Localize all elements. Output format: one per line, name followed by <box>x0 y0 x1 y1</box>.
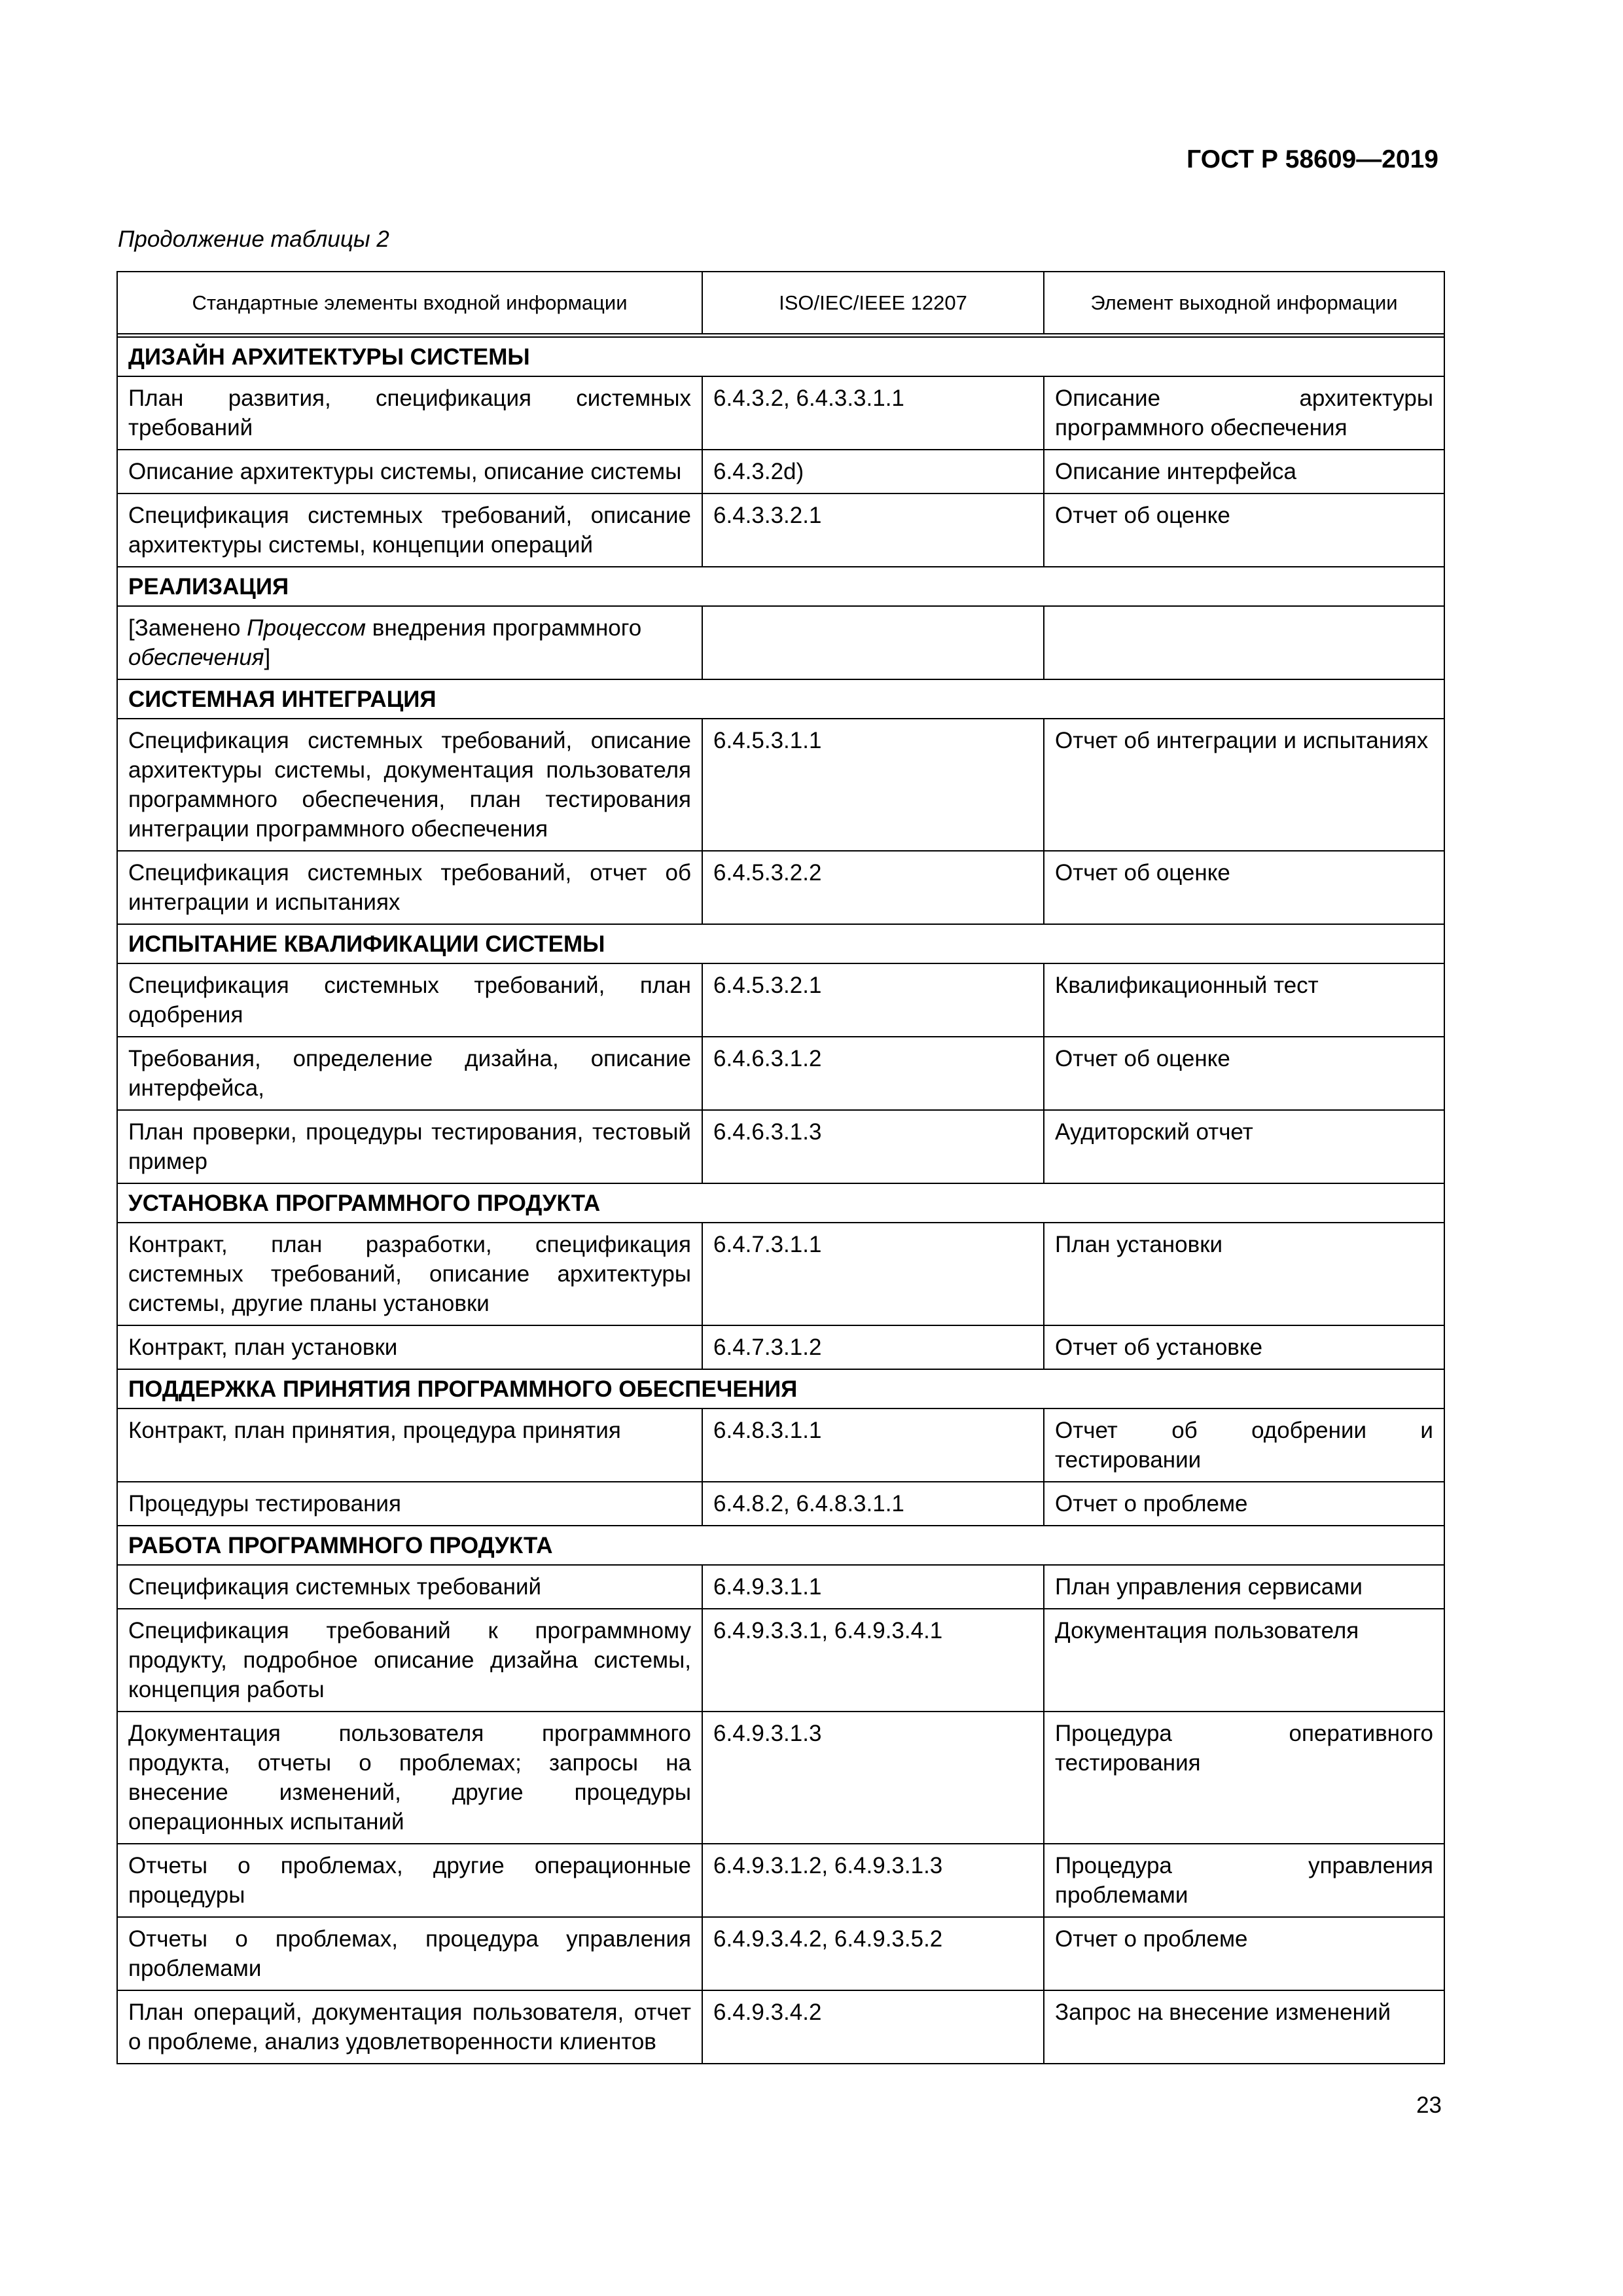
table-row <box>117 1110 1444 1183</box>
table-row <box>117 606 1444 679</box>
process-cell: 6.4.8.3.1.1 <box>702 1408 1044 1482</box>
process-cell: 6.4.3.2, 6.4.3.3.1.1 <box>702 376 1044 450</box>
output-cell: План управления сервисами <box>1044 1565 1444 1609</box>
process-cell: 6.4.9.3.1.2, 6.4.9.3.1.3 <box>702 1844 1044 1917</box>
table-row <box>117 1917 1444 1990</box>
table-row <box>117 1325 1444 1369</box>
table-row <box>117 376 1444 450</box>
column-header-process: ISO/IEC/IEEE 12207 <box>702 272 1044 334</box>
document-code: ГОСТ Р 58609—2019 <box>1186 145 1438 173</box>
output-cell: Отчет о проблеме <box>1044 1482 1444 1526</box>
output-cell: Процедура оперативного тестирования <box>1044 1712 1444 1844</box>
process-cell: 6.4.5.3.1.1 <box>702 719 1044 851</box>
section-title: РЕАЛИЗАЦИЯ <box>117 567 1444 606</box>
output-cell: Документация пользователя <box>1044 1609 1444 1712</box>
section-row <box>117 1526 1444 1565</box>
output-cell: Процедура управления проблемами <box>1044 1844 1444 1917</box>
section-title: ИСПЫТАНИЕ КВАЛИФИКАЦИИ СИСТЕМЫ <box>117 924 1444 963</box>
process-cell: 6.4.8.2, 6.4.8.3.1.1 <box>702 1482 1044 1526</box>
table-row <box>117 1712 1444 1844</box>
table-caption: Продолжение таблицы 2 <box>118 226 389 252</box>
table-row <box>117 1609 1444 1712</box>
input-cell: Отчеты о проблемах, другие операционные процедуры <box>117 1844 702 1917</box>
process-cell: 6.4.9.3.1.1 <box>702 1565 1044 1609</box>
output-cell: План установки <box>1044 1223 1444 1325</box>
section-row <box>117 924 1444 963</box>
input-cell: Контракт, план разработки, спецификация системных требований, описание архитектуры системы, другие планы установки <box>117 1223 702 1325</box>
page-number: 23 <box>1416 2092 1442 2118</box>
table-row <box>117 719 1444 851</box>
process-cell: 6.4.7.3.1.2 <box>702 1325 1044 1369</box>
process-cell: 6.4.9.3.4.2, 6.4.9.3.5.2 <box>702 1917 1044 1990</box>
input-cell: План развития, спецификация системных требований <box>117 376 702 450</box>
input-cell: Описание архитектуры системы, описание системы <box>117 450 702 493</box>
process-cell: 6.4.5.3.2.2 <box>702 851 1044 924</box>
process-cell: 6.4.9.3.4.2 <box>702 1990 1044 2064</box>
table-row <box>117 1037 1444 1110</box>
process-cell: 6.4.6.3.1.3 <box>702 1110 1044 1183</box>
input-cell: Спецификация системных требований, описание архитектуры системы, концепции операций <box>117 493 702 567</box>
section-title: ДИЗАЙН АРХИТЕКТУРЫ СИСТЕМЫ <box>117 337 1444 376</box>
output-cell: Описание архитектуры программного обеспечения <box>1044 376 1444 450</box>
process-cell <box>702 606 1044 679</box>
input-cell: Спецификация системных требований <box>117 1565 702 1609</box>
input-cell <box>117 606 702 679</box>
process-cell: 6.4.5.3.2.1 <box>702 963 1044 1037</box>
table-row <box>117 1844 1444 1917</box>
process-cell: 6.4.9.3.1.3 <box>702 1712 1044 1844</box>
input-cell: Процедуры тестирования <box>117 1482 702 1526</box>
table-row <box>117 851 1444 924</box>
input-cell: Отчеты о проблемах, процедура управления проблемами <box>117 1917 702 1990</box>
output-cell: Отчет об оценке <box>1044 851 1444 924</box>
section-row <box>117 567 1444 606</box>
table-row <box>117 1408 1444 1482</box>
section-title: ПОДДЕРЖКА ПРИНЯТИЯ ПРОГРАММНОГО ОБЕСПЕЧЕНИЯ <box>117 1369 1444 1408</box>
output-cell: Отчет об одобрении и тестировании <box>1044 1408 1444 1482</box>
process-cell: 6.4.7.3.1.1 <box>702 1223 1044 1325</box>
output-cell: Отчет об оценке <box>1044 1037 1444 1110</box>
process-cell: 6.4.3.2d) <box>702 450 1044 493</box>
process-cell: 6.4.9.3.3.1, 6.4.9.3.4.1 <box>702 1609 1044 1712</box>
input-cell: План проверки, процедуры тестирования, тестовый пример <box>117 1110 702 1183</box>
process-cell: 6.4.3.3.2.1 <box>702 493 1044 567</box>
input-text: ] <box>264 645 271 670</box>
table-row <box>117 1565 1444 1609</box>
input-cell: Контракт, план установки <box>117 1325 702 1369</box>
input-cell: Требования, определение дизайна, описание интерфейса, <box>117 1037 702 1110</box>
section-title: РАБОТА ПРОГРАММНОГО ПРОДУКТА <box>117 1526 1444 1565</box>
output-cell: Отчет об оценке <box>1044 493 1444 567</box>
standards-table <box>116 271 1445 2064</box>
table-row <box>117 450 1444 493</box>
output-cell: Отчет о проблеме <box>1044 1917 1444 1990</box>
input-text-italic: Процессом <box>247 615 366 641</box>
section-row <box>117 1183 1444 1223</box>
section-title: УСТАНОВКА ПРОГРАММНОГО ПРОДУКТА <box>117 1183 1444 1223</box>
table-header-row <box>117 272 1444 334</box>
output-cell: Описание интерфейса <box>1044 450 1444 493</box>
input-text-italic: обеспечения <box>128 645 264 670</box>
column-header-input: Стандартные элементы входной информации <box>117 272 702 334</box>
section-row <box>117 1369 1444 1408</box>
output-cell: Квалификационный тест <box>1044 963 1444 1037</box>
table-row <box>117 1482 1444 1526</box>
output-cell: Аудиторский отчет <box>1044 1110 1444 1183</box>
output-cell: Отчет об установке <box>1044 1325 1444 1369</box>
input-cell: Спецификация требований к программному продукту, подробное описание дизайна системы, концепция работы <box>117 1609 702 1712</box>
input-cell: Документация пользователя программного продукта, отчеты о проблемах; запросы на внесение изменений, другие процедуры операционных испытаний <box>117 1712 702 1844</box>
input-cell: План операций, документация пользователя, отчет о проблеме, анализ удовлетворенности клиентов <box>117 1990 702 2064</box>
input-text: внедрения программного <box>366 615 642 641</box>
output-cell <box>1044 606 1444 679</box>
section-row <box>117 679 1444 719</box>
input-cell: Контракт, план принятия, процедура принятия <box>117 1408 702 1482</box>
input-text: [Заменено <box>128 615 247 641</box>
table-row <box>117 1990 1444 2064</box>
table-row <box>117 493 1444 567</box>
input-cell: Спецификация системных требований, план одобрения <box>117 963 702 1037</box>
table-row <box>117 963 1444 1037</box>
section-row <box>117 337 1444 376</box>
section-title: СИСТЕМНАЯ ИНТЕГРАЦИЯ <box>117 679 1444 719</box>
input-cell: Спецификация системных требований, отчет об интеграции и испытаниях <box>117 851 702 924</box>
output-cell: Отчет об интеграции и испытаниях <box>1044 719 1444 851</box>
output-cell: Запрос на внесение изменений <box>1044 1990 1444 2064</box>
process-cell: 6.4.6.3.1.2 <box>702 1037 1044 1110</box>
input-cell: Спецификация системных требований, описание архитектуры системы, документация пользователя программного обеспечения, план тестирования интеграции программного обеспечения <box>117 719 702 851</box>
table-row <box>117 1223 1444 1325</box>
column-header-output: Элемент выходной информации <box>1044 272 1444 334</box>
